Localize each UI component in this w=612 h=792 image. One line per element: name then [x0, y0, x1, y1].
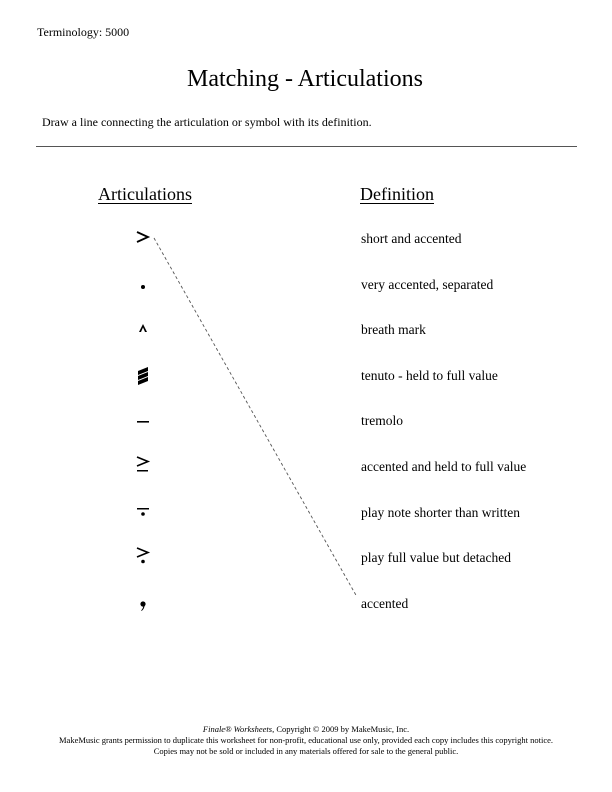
terminology-label: Terminology: 5000 — [37, 25, 130, 39]
copyright-footer — [0, 724, 612, 757]
footer-line-1 — [0, 724, 612, 735]
tenuto-staccato-icon — [118, 498, 168, 544]
accent-icon — [118, 224, 168, 270]
definition-item: short and accented — [361, 231, 462, 246]
footer-copyright: , Copyright © 2009 by MakeMusic, Inc. — [272, 724, 410, 734]
definition-item: tremolo — [361, 413, 403, 429]
definition-item: accented and held to full value — [361, 458, 527, 474]
definition-item: accented — [361, 595, 409, 611]
instructions-text: Draw a line connecting the articulation or symbol with its definition. — [42, 115, 372, 129]
page-title: Matching - Articulations — [187, 66, 423, 92]
marcato-icon — [118, 315, 168, 361]
articulations-header: Articulations — [98, 184, 192, 204]
accent-staccato-icon — [118, 543, 168, 589]
definition-item: play full value but detached — [361, 550, 511, 566]
definition-item: breath mark — [361, 322, 426, 338]
tenuto-icon — [118, 406, 168, 452]
definition-header: Definition — [360, 184, 434, 204]
footer-line-2: MakeMusic grants permission to duplicate this worksheet for non-profit, educational use only, provided each copy includes this copyright notice. — [59, 735, 553, 745]
staccato-icon — [118, 270, 168, 316]
definitions-column — [361, 229, 526, 639]
divider-line — [36, 146, 577, 147]
symbols-column — [118, 224, 168, 634]
definition-item: tenuto - held to full value — [361, 367, 498, 383]
breath-mark-icon — [118, 589, 168, 635]
tremolo-icon — [118, 361, 168, 407]
footer-product-name: Finale® Worksheets — [202, 724, 273, 734]
footer-line-3: Copies may not be sold or included in any materials offered for sale to the general public. — [153, 746, 459, 756]
accent-tenuto-icon — [118, 452, 168, 498]
definition-item: play note shorter than written — [361, 504, 520, 520]
definition-item: very accented, separated — [361, 276, 494, 292]
